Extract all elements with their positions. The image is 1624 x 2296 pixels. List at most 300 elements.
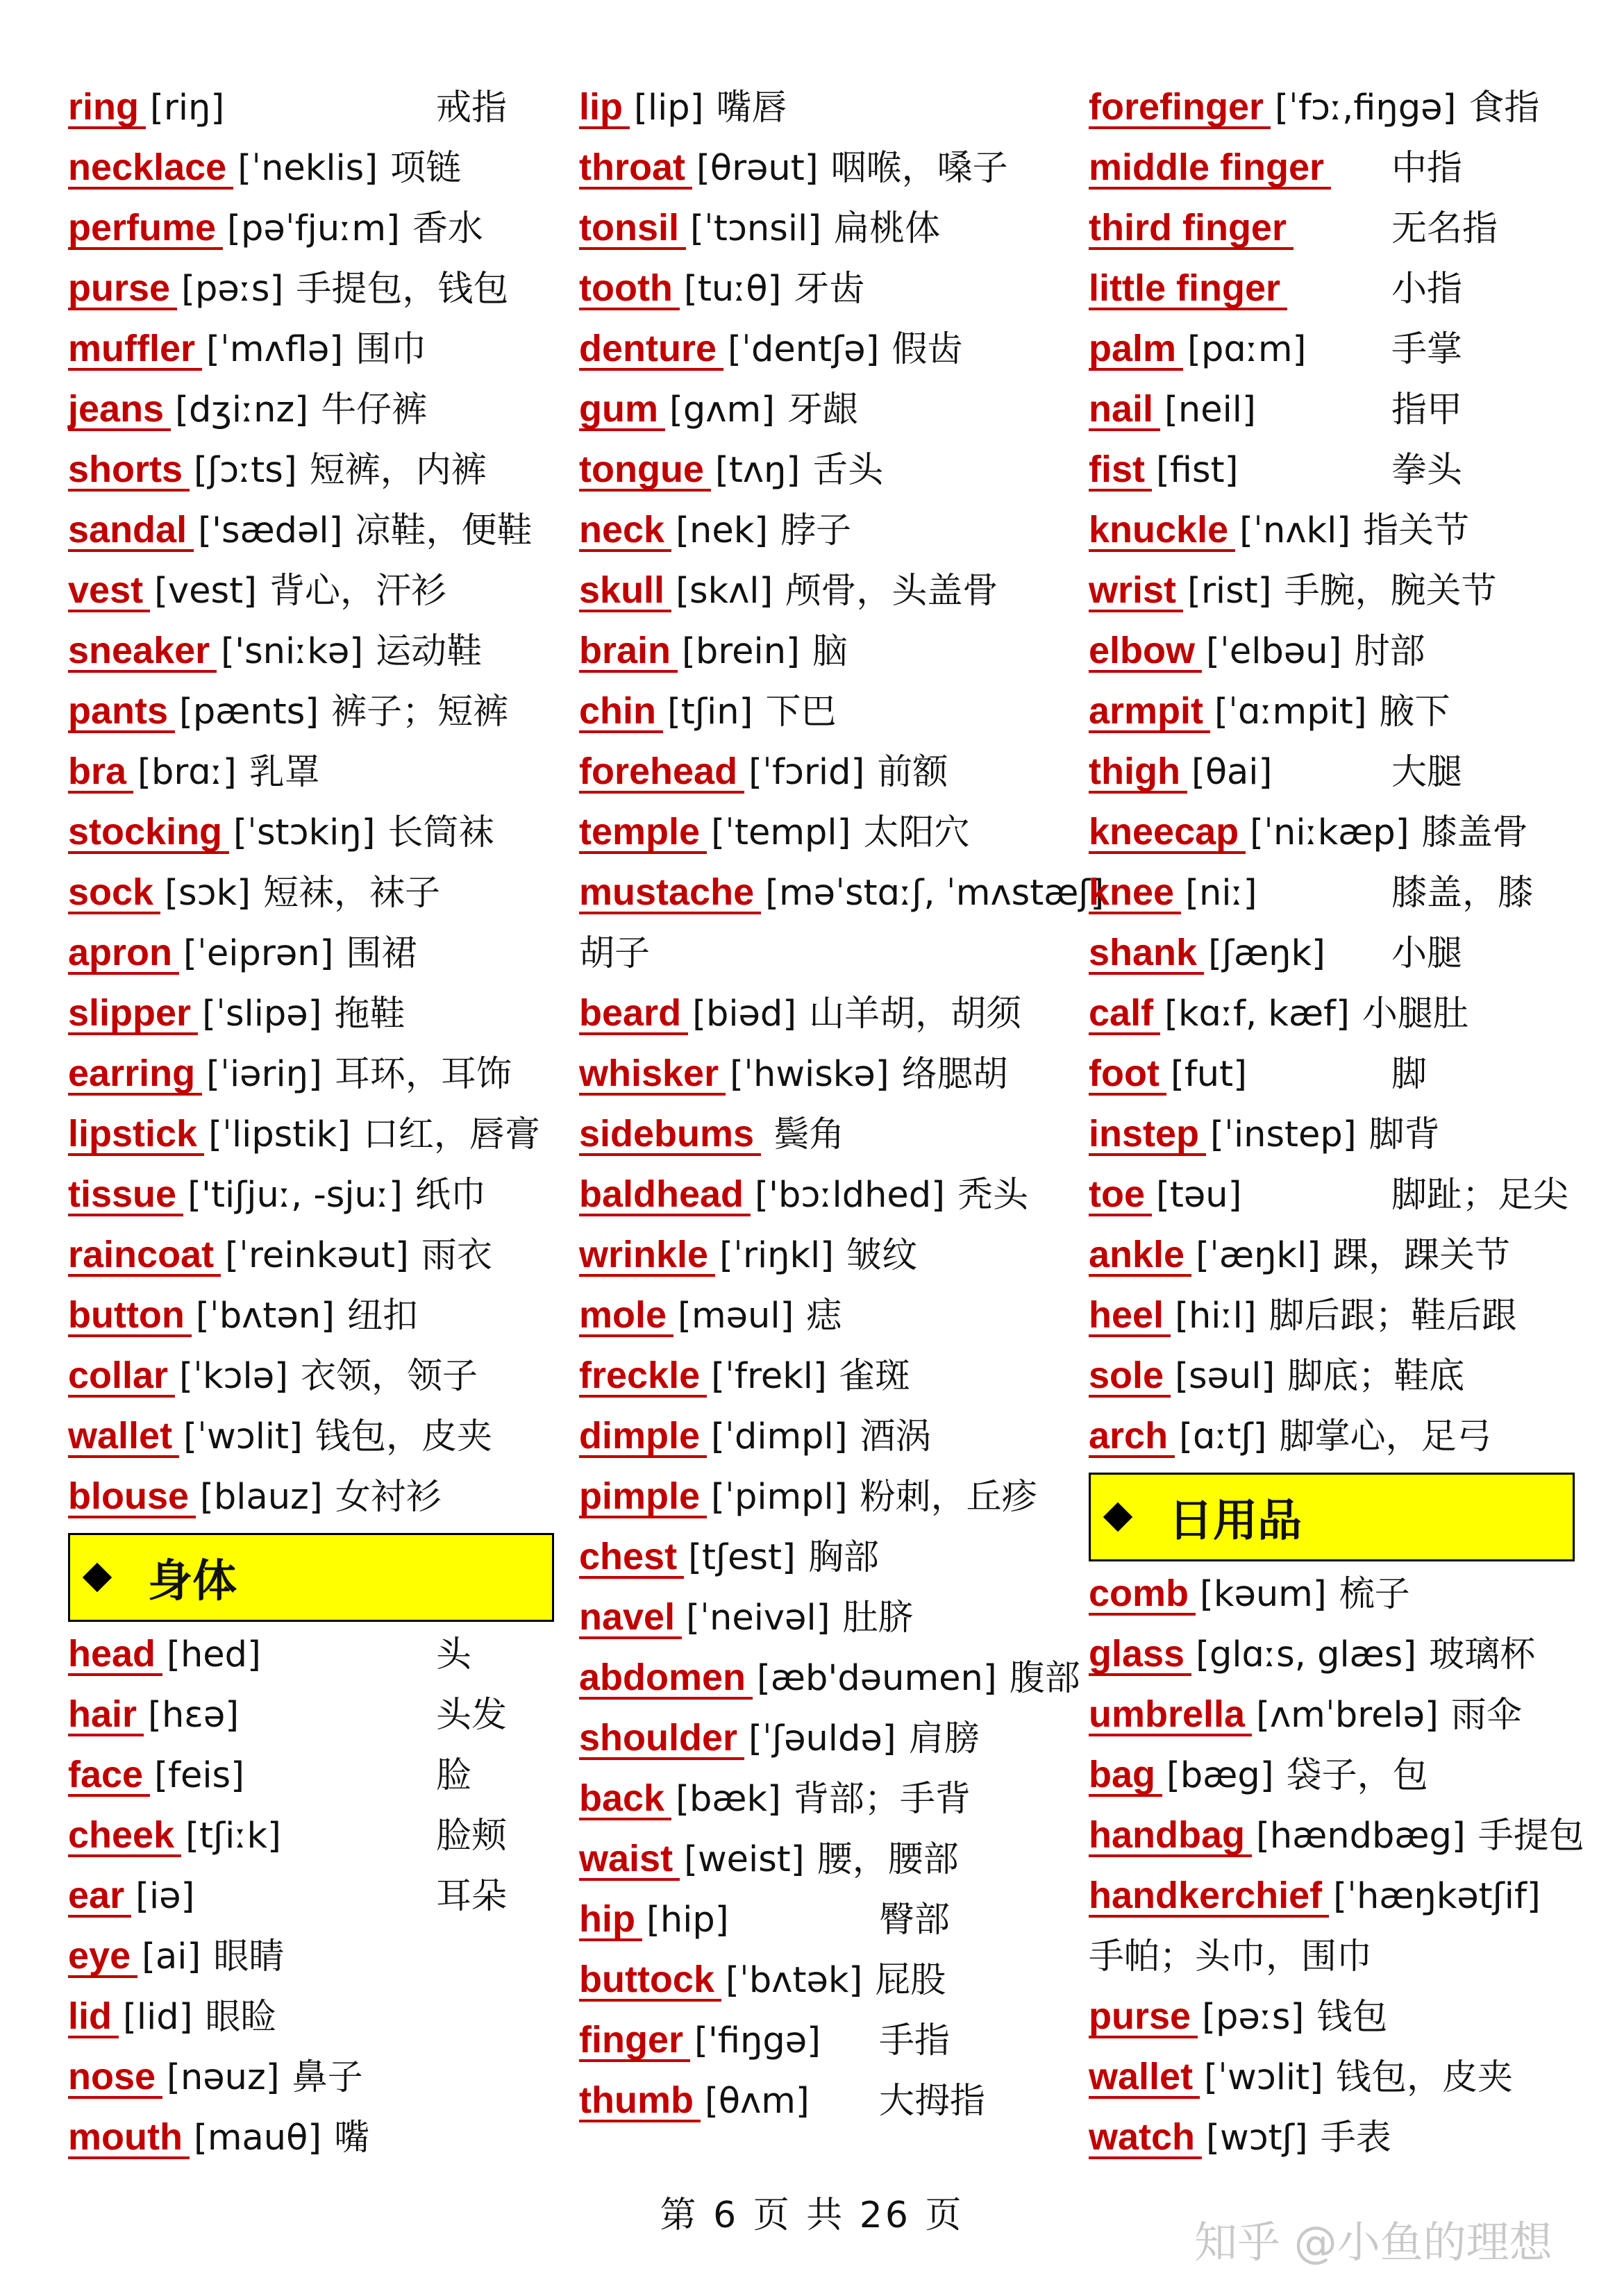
- phonetic: [feis]: [154, 1755, 244, 1796]
- phonetic: [neil]: [1164, 389, 1256, 430]
- meaning: 牙龈: [787, 389, 859, 430]
- meaning: 咽喉，嗓子: [830, 148, 1008, 189]
- vocab-word: gum: [579, 389, 665, 431]
- meaning: 眼睑: [205, 1997, 276, 2038]
- phonetic: [kɑːf, kæf]: [1164, 994, 1350, 1034]
- vocab-entry: [579, 78, 1065, 138]
- vocab-entry: [1089, 1286, 1575, 1346]
- phonetic: [ˈiəriŋ]: [206, 1054, 322, 1095]
- vocab-word: wrist: [1089, 571, 1183, 612]
- meaning: 衣领，领子: [301, 1356, 478, 1397]
- phonetic: [səul]: [1175, 1356, 1275, 1397]
- phonetic: [ai]: [142, 1936, 201, 1977]
- meaning: 腋下: [1379, 692, 1450, 732]
- vocab-entry: [579, 1527, 1065, 1588]
- vocab-word: tooth: [579, 269, 680, 310]
- vocab-word: mouth: [68, 2118, 190, 2159]
- meaning: 嘴: [334, 2118, 370, 2159]
- phonetic: [nek]: [676, 510, 769, 551]
- vocab-word: temple: [579, 812, 707, 854]
- phonetic: [tʃest]: [688, 1537, 796, 1578]
- phonetic: [hip]: [646, 1900, 729, 1941]
- meaning: 短袜，袜子: [263, 873, 441, 914]
- vocab-word: thumb: [579, 2081, 701, 2122]
- meaning: 凉鞋，便鞋: [355, 510, 533, 551]
- vocab-word: forehead: [579, 752, 744, 794]
- vocab-entry: [1089, 1625, 1575, 1685]
- meaning: 小腿: [1391, 933, 1463, 974]
- vocab-entry: [68, 863, 554, 923]
- vocab-word: mustache: [579, 873, 761, 914]
- meaning: 小指: [1391, 269, 1463, 310]
- vocab-entry: [68, 78, 554, 138]
- phonetic: [ˈbʌtən]: [195, 1296, 335, 1336]
- section-header: [68, 1533, 554, 1622]
- vocab-word: kneecap: [1089, 812, 1246, 854]
- vocab-entry: [1089, 440, 1575, 501]
- vocab-entry: [1089, 1225, 1575, 1286]
- vocab-entry: [68, 1625, 554, 1685]
- phonetic: [lid]: [123, 1997, 193, 2038]
- phonetic: [ˈpimpl]: [711, 1477, 848, 1518]
- vocab-entry: [68, 259, 554, 319]
- vocab-word: freckle: [579, 1356, 707, 1398]
- meaning: 脸颊: [436, 1816, 508, 1857]
- meaning: 脚掌心，足弓: [1279, 1416, 1492, 1457]
- vocab-word: third finger: [1089, 208, 1294, 250]
- vocab-entry: [1089, 682, 1575, 742]
- vocab-entry: [579, 2071, 1065, 2131]
- vocab-word: hair: [68, 1695, 144, 1736]
- meaning: 假齿: [891, 329, 963, 370]
- vocab-column-3: [1089, 78, 1584, 2168]
- meaning: 前额: [877, 752, 948, 793]
- vocab-entry: [68, 138, 554, 199]
- meaning: 拳头: [1391, 450, 1463, 491]
- section-title: 日用品: [1169, 1495, 1302, 1547]
- phonetic: [ˈtempl]: [711, 812, 851, 853]
- vocab-entry: [579, 501, 1065, 561]
- vocab-word: ear: [68, 1876, 131, 1918]
- vocab-word: head: [68, 1634, 162, 1676]
- vocab-word: comb: [1089, 1574, 1196, 1616]
- vocab-word: arch: [1089, 1416, 1175, 1458]
- vocab-entry: [68, 1105, 554, 1165]
- phonetic: [pəːs]: [1202, 1997, 1305, 2038]
- vocab-column-2: [579, 78, 1105, 2131]
- vocab-entry: [68, 1866, 554, 1927]
- vocab-word: buttock: [579, 1960, 721, 2002]
- meaning: 项链: [390, 148, 462, 189]
- meaning: 肘部: [1354, 631, 1425, 672]
- vocab-entry: [579, 1648, 1080, 1709]
- vocab-word: pimple: [579, 1477, 707, 1518]
- vocab-word: foot: [1089, 1054, 1166, 1096]
- vocab-word: shorts: [68, 450, 190, 492]
- meaning: 梳子: [1339, 1574, 1410, 1615]
- phonetic: [hændbæg]: [1256, 1816, 1466, 1857]
- vocab-word: toe: [1089, 1175, 1152, 1216]
- vocab-entry: [579, 1467, 1065, 1527]
- meaning: 围裙: [346, 933, 417, 974]
- meaning: 腰，腰部: [817, 1839, 959, 1880]
- vocab-word: sandal: [68, 510, 194, 552]
- vocab-word: handkerchief: [1089, 1876, 1329, 1918]
- phonetic: [ˈɑːmpit]: [1214, 692, 1367, 732]
- phonetic: [ʌmˈbrelə]: [1256, 1695, 1439, 1736]
- meaning: 拖鞋: [334, 994, 405, 1034]
- section-title: 身体: [148, 1556, 237, 1607]
- vocab-word: cheek: [68, 1816, 181, 1857]
- phonetic: [tuːθ]: [683, 269, 782, 310]
- vocab-entry: [68, 380, 554, 440]
- vocab-word: pants: [68, 692, 175, 733]
- vocab-entry: [579, 863, 1105, 923]
- meaning: 长筒袜: [387, 812, 494, 853]
- phonetic: [nəuz]: [167, 2057, 280, 2098]
- meaning: 运动鞋: [376, 631, 483, 672]
- phonetic: [skʌl]: [676, 571, 773, 612]
- vocab-entry: [68, 1685, 554, 1745]
- vocab-entry: [1089, 199, 1575, 259]
- vocab-word: denture: [579, 329, 723, 371]
- meaning: 扁桃体: [834, 208, 941, 249]
- vocab-word: baldhead: [579, 1175, 751, 1216]
- vocab-word: thigh: [1089, 752, 1187, 794]
- vocab-entry: [68, 319, 554, 380]
- phonetic: [məul]: [678, 1296, 794, 1336]
- phonetic: [pænts]: [179, 692, 319, 732]
- vocab-word: blouse: [68, 1477, 196, 1518]
- phonetic: [bæk]: [676, 1779, 781, 1820]
- vocab-entry: [1089, 1927, 1575, 1987]
- phonetic: [pəˈfjuːm]: [227, 208, 400, 249]
- meaning: 脸: [436, 1755, 472, 1796]
- vocab-entry: [1089, 621, 1575, 682]
- page-footer: 第 6 页 共 26 页: [660, 2195, 964, 2236]
- meaning: 女衬衫: [335, 1477, 442, 1518]
- vocab-entry: [68, 2108, 554, 2168]
- phonetic: [ˈfɔrid]: [748, 752, 865, 793]
- meaning: 手腕，腕关节: [1284, 571, 1497, 612]
- meaning: 嘴唇: [716, 87, 787, 128]
- vocab-word: sole: [1089, 1356, 1171, 1398]
- vocab-entry: [1089, 1745, 1575, 1806]
- vocab-word: ring: [68, 87, 146, 129]
- vocab-word: little finger: [1089, 269, 1287, 310]
- vocab-word: lipstick: [68, 1114, 204, 1156]
- vocab-entry: [579, 440, 1065, 501]
- vocab-entry: [579, 1286, 1065, 1346]
- vocab-word: muffler: [68, 329, 202, 371]
- vocab-entry: [579, 682, 1065, 742]
- phonetic: [hɛə]: [148, 1695, 240, 1736]
- phonetic: [rist]: [1187, 571, 1272, 612]
- vocab-entry: [68, 1745, 554, 1806]
- phonetic: [ˈniːkæp]: [1250, 812, 1409, 853]
- vocab-word: dimple: [579, 1416, 707, 1458]
- vocab-word: apron: [68, 933, 179, 975]
- vocab-word: hip: [579, 1900, 642, 1941]
- vocab-entry: [68, 1346, 554, 1407]
- vocab-word: fist: [1089, 450, 1152, 492]
- meaning: 手提包: [1477, 1816, 1584, 1857]
- meaning: 雀斑: [839, 1356, 910, 1397]
- vocab-word: shoulder: [579, 1718, 744, 1760]
- vocab-entry: [579, 1829, 1065, 1890]
- phonetic: [ˈelbəu]: [1206, 631, 1342, 672]
- phonetic: [æb'dəumen]: [757, 1658, 997, 1699]
- meaning: 雨伞: [1450, 1695, 1522, 1736]
- phonetic: [ˈæŋkl]: [1196, 1235, 1321, 1276]
- vocab-word: elbow: [1089, 631, 1202, 673]
- phonetic: [wɔtʃ]: [1206, 2118, 1308, 2159]
- vocab-entry: [1089, 1346, 1575, 1407]
- phonetic: [ˈbʌtək]: [726, 1960, 863, 2001]
- meaning: 钱包，皮夹: [315, 1416, 492, 1457]
- vocab-entry: [68, 1407, 554, 1467]
- vocab-word: bag: [1089, 1755, 1162, 1797]
- vocab-entry: [579, 1165, 1065, 1225]
- vocab-entry: [1089, 1866, 1575, 1927]
- phonetic: [vest]: [154, 571, 258, 612]
- meaning: 手提包，钱包: [296, 269, 509, 310]
- phonetic: [iə]: [135, 1876, 195, 1917]
- section-header: [1089, 1473, 1575, 1561]
- meaning: 膝盖，膝: [1391, 873, 1534, 914]
- vocab-entry: [68, 1927, 554, 1987]
- meaning: 手指: [879, 2020, 951, 2061]
- vocab-entry: [1089, 2047, 1575, 2108]
- vocab-word: armpit: [1089, 692, 1210, 733]
- vocab-word: perfume: [68, 208, 223, 250]
- vocab-word: mole: [579, 1296, 673, 1337]
- vocab-entry: [68, 1987, 554, 2047]
- meaning: 头发: [436, 1695, 508, 1736]
- phonetic: [ˈnʌkl]: [1239, 510, 1351, 551]
- meaning: 脖子: [780, 510, 852, 551]
- vocab-word: purse: [1089, 1997, 1198, 2038]
- phonetic: [tʃiːk]: [185, 1816, 281, 1857]
- vocab-entry: [1089, 1685, 1575, 1745]
- vocab-entry: [1089, 984, 1575, 1044]
- meaning: 下巴: [765, 692, 837, 732]
- phonetic: [hed]: [167, 1634, 261, 1675]
- diamond-bullet-icon: [1103, 1502, 1132, 1532]
- vocab-word: sidebums: [579, 1114, 761, 1156]
- vocab-word: neck: [579, 510, 671, 552]
- phonetic: [niː]: [1185, 873, 1257, 914]
- phonetic: [tʌŋ]: [714, 450, 801, 491]
- vocab-column-1: [68, 78, 554, 2168]
- vocab-entry: [68, 803, 554, 863]
- vocab-word: sock: [68, 873, 160, 914]
- meaning: 无名指: [1391, 208, 1498, 249]
- vocab-entry: [579, 803, 1065, 863]
- vocab-entry: [68, 742, 554, 803]
- vocab-entry: [1089, 501, 1575, 561]
- vocab-entry: [579, 1105, 1065, 1165]
- phonetic: [biəd]: [692, 994, 797, 1034]
- phonetic: [θai]: [1191, 752, 1273, 793]
- phonetic: [glɑːs, glæs]: [1196, 1634, 1417, 1675]
- vocab-entry: [1089, 259, 1575, 319]
- vocab-entry: [68, 621, 554, 682]
- vocab-word: lid: [68, 1997, 119, 2038]
- vocab-word: tissue: [68, 1175, 183, 1216]
- vocab-word: waist: [579, 1839, 680, 1881]
- phonetic: [bæg]: [1166, 1755, 1274, 1796]
- meaning: 臀部: [879, 1900, 951, 1941]
- vocab-entry: [68, 1225, 554, 1286]
- vocab-word: wrinkle: [579, 1235, 715, 1277]
- phonetic: ['sædəl]: [198, 510, 343, 551]
- meaning: 颅骨，头盖骨: [785, 571, 998, 612]
- vocab-entry: [1089, 1806, 1584, 1866]
- vocab-word: button: [68, 1296, 192, 1337]
- phonetic: [ʃɔːts]: [194, 450, 297, 491]
- phonetic: [dʒiːnz]: [175, 389, 309, 430]
- vocab-word: beard: [579, 994, 688, 1035]
- vocab-word: umbrella: [1089, 1695, 1252, 1736]
- phonetic: [ˈfɔː,fiŋgə]: [1275, 87, 1457, 128]
- phonetic: ['fiŋgə]: [694, 2020, 821, 2061]
- meaning: 屁股: [875, 1960, 946, 2001]
- meaning: 雨衣: [421, 1235, 492, 1276]
- vocab-entry: [579, 1709, 1065, 1769]
- meaning: 背心，汗衫: [269, 571, 447, 612]
- meaning: 短裤，内裤: [309, 450, 487, 491]
- phonetic: [ˈinstep]: [1210, 1114, 1357, 1155]
- phonetic: [gʌm]: [669, 389, 776, 430]
- phonetic: [ˈstɔkiŋ]: [233, 812, 376, 853]
- vocab-entry: [579, 1588, 1065, 1648]
- meaning: 牙齿: [794, 269, 865, 310]
- vocab-word: purse: [68, 269, 177, 310]
- vocab-word: glass: [1089, 1634, 1191, 1676]
- phonetic: [ˈdentʃə]: [728, 329, 880, 370]
- meaning: 眼睛: [213, 1936, 285, 1977]
- phonetic: [ˈhwiskə]: [730, 1054, 889, 1095]
- meaning: 秃头: [957, 1175, 1029, 1216]
- meaning: 大腿: [1391, 752, 1463, 793]
- meaning: 肩膀: [908, 1718, 980, 1759]
- vocab-entry: [579, 1769, 1065, 1829]
- meaning: 太阳穴: [863, 812, 970, 853]
- meaning: 指关节: [1363, 510, 1470, 551]
- vocab-entry: [68, 682, 554, 742]
- vocab-entry: [1089, 380, 1575, 440]
- phonetic: [θʌm]: [704, 2081, 810, 2122]
- phonetic: [pəːs]: [181, 269, 284, 310]
- vocab-word: forefinger: [1089, 87, 1271, 129]
- vocab-word: face: [68, 1755, 150, 1797]
- vocab-word: eye: [68, 1936, 137, 1978]
- phonetic: [sɔk]: [165, 873, 251, 914]
- vocab-word: earring: [68, 1054, 202, 1096]
- meaning: 背部；手背: [793, 1779, 971, 1820]
- phonetic: ['bɔːldhed]: [755, 1175, 946, 1216]
- phonetic: [ˈtɔnsil]: [690, 208, 822, 249]
- phonetic: [riŋ]: [150, 87, 225, 128]
- phonetic: [ˈdimpl]: [711, 1416, 848, 1457]
- meaning: 乳罩: [249, 752, 320, 793]
- vocab-entry: [1089, 78, 1575, 138]
- meaning: 踝，踝关节: [1333, 1235, 1511, 1276]
- vocab-entry: [68, 1286, 554, 1346]
- vocab-word: collar: [68, 1356, 175, 1398]
- phonetic: [ɑːtʃ]: [1179, 1416, 1267, 1457]
- vocab-entry: [579, 923, 1065, 984]
- vocab-word: abdomen: [579, 1658, 753, 1700]
- vocab-entry: [579, 1044, 1065, 1105]
- vocab-entry: [579, 319, 1065, 380]
- meaning: 皱纹: [846, 1235, 918, 1276]
- vocab-word: finger: [579, 2020, 690, 2062]
- meaning: 指甲: [1391, 389, 1463, 430]
- phonetic: [hiːl]: [1175, 1296, 1257, 1336]
- vocab-entry: [1089, 1564, 1575, 1625]
- vocab-entry: [579, 2011, 1065, 2071]
- meaning: 手表: [1320, 2118, 1391, 2159]
- vocab-entry: [579, 984, 1065, 1044]
- phonetic: [ˈslipə]: [202, 994, 322, 1034]
- meaning: 中指: [1391, 148, 1463, 189]
- meaning: 膝盖骨: [1421, 812, 1528, 853]
- meaning: 粉刺，丘疹: [860, 1477, 1037, 1518]
- meaning: 脚后跟；鞋后跟: [1269, 1296, 1517, 1336]
- vocab-word: tonsil: [579, 208, 686, 250]
- vocab-word: nail: [1089, 389, 1160, 431]
- vocab-entry: [1089, 923, 1575, 984]
- vocab-entry: [579, 1346, 1065, 1407]
- vocab-entry: [579, 742, 1065, 803]
- vocab-entry: [68, 2047, 554, 2108]
- vocab-word: navel: [579, 1598, 682, 1639]
- vocab-word: ankle: [1089, 1235, 1191, 1277]
- vocab-word: nose: [68, 2057, 162, 2099]
- vocab-word: heel: [1089, 1296, 1171, 1337]
- phonetic: [ˈneivəl]: [686, 1598, 830, 1639]
- vocab-entry: [1089, 1044, 1575, 1105]
- meaning: 鬓角: [773, 1114, 845, 1155]
- meaning: 纽扣: [346, 1296, 418, 1336]
- vocab-entry: [1089, 2108, 1575, 2168]
- phonetic: [pɑːm]: [1187, 329, 1307, 370]
- meaning: 脚: [1391, 1054, 1428, 1095]
- phonetic: [ˈwɔlit]: [1204, 2057, 1323, 2098]
- phonetic: [ˈlipstik]: [208, 1114, 351, 1155]
- vocab-entry: [579, 561, 1065, 621]
- phonetic: [tʃin]: [667, 692, 753, 732]
- vocab-word: middle finger: [1089, 148, 1331, 190]
- vocab-word: chest: [579, 1537, 684, 1579]
- vocab-word: sneaker: [68, 631, 217, 673]
- meaning: 耳朵: [436, 1876, 508, 1917]
- meaning: 纸巾: [415, 1175, 486, 1216]
- vocab-word: whisker: [579, 1054, 726, 1096]
- phonetic: [fut]: [1170, 1054, 1248, 1095]
- phonetic: ['tiʃjuː, -sjuː]: [187, 1175, 403, 1216]
- vocab-entry: [579, 199, 1065, 259]
- meaning: 脑: [812, 631, 848, 672]
- watermark: 知乎 @小鱼的理想: [1194, 2217, 1552, 2268]
- phonetic: [ˈmʌflə]: [206, 329, 344, 370]
- phonetic: [blauz]: [200, 1477, 323, 1518]
- meaning: 脚趾；足尖: [1391, 1175, 1569, 1216]
- vocab-word: brain: [579, 631, 678, 673]
- vocab-entry: [68, 1044, 554, 1105]
